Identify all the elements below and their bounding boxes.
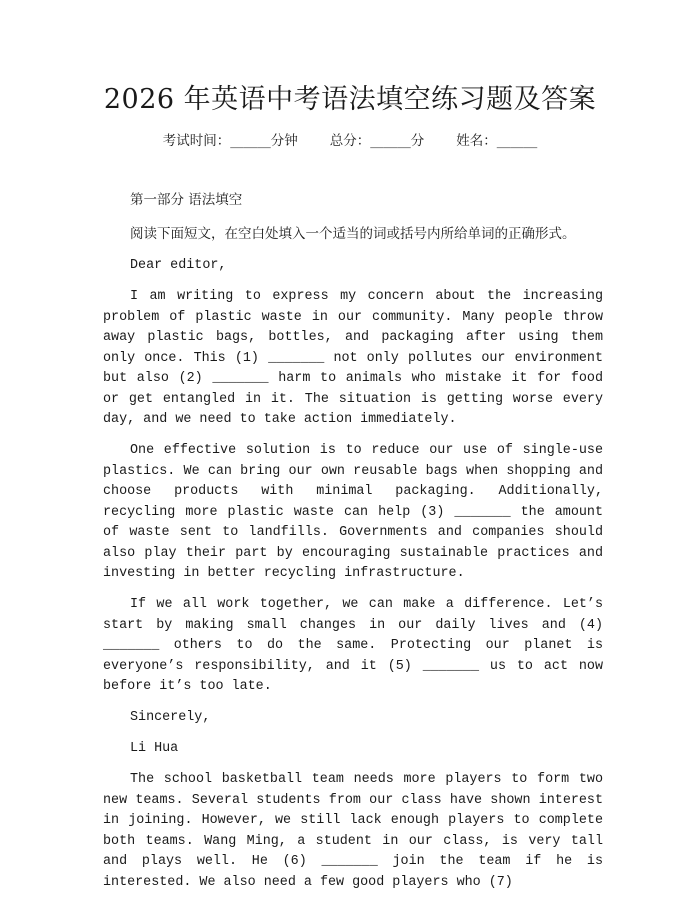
letter-signature: Li Hua	[130, 741, 179, 756]
letter-paragraph-1: I am writing to express my concern about the increasing problem of plastic waste in our community. Many people throw away plastic bags, bottles, and packaging after using them only once. This (1) _______ not only pollutes our environment but also (2) _______ harm to animals who mistake it for food or get entangled in it. The situation is getting worse every day, and we need to take action immediately.	[103, 289, 603, 427]
section-title: 第一部分 语法填空	[130, 192, 243, 208]
letter-paragraph-2: One effective solution is to reduce our use of single-use plastics. We can bring our own reusable bags when shopping and choose products with minimal packaging. Additionally, recycling more plastic waste can help (3) _______ the amount of waste sent to landfills. Governments and companies should also play their part by encouraging sustainable practices and investing in better recycling infrastructure.	[103, 443, 603, 581]
total-score-field: 总分：______分	[329, 133, 425, 149]
exam-info-line	[0, 129, 700, 153]
letter-closing: Sincerely,	[130, 710, 211, 725]
basketball-paragraph: The school basketball team needs more players to form two new teams. Several students from our class have shown interest in joining. However, we still lack enough players to complete both teams. Wang Ming, a student in our class, is very tall and plays well. He (6) _______ join the team if he is interested. We also need a few good players who (7)	[103, 772, 603, 890]
letter-paragraph-3: If we all work together, we can make a difference. Let’s start by making small changes in our daily lives and (4) _______ others to do the same. Protecting our planet is everyone’s responsibility, and it (5) _______ us to act now before it’s too late.	[103, 597, 603, 694]
document-body	[103, 188, 603, 904]
document-title: 2026 年英语中考语法填空练习题及答案	[103, 84, 597, 115]
letter-passage	[103, 256, 603, 760]
section-instruction: 阅读下面短文，在空白处填入一个适当的词或括号内所给单词的正确形式。	[130, 226, 576, 242]
letter-salutation: Dear editor,	[130, 258, 227, 273]
exam-time-field: 考试时间：______分钟	[162, 133, 298, 149]
basketball-passage	[103, 770, 603, 893]
student-name-field: 姓名：______	[456, 133, 538, 149]
